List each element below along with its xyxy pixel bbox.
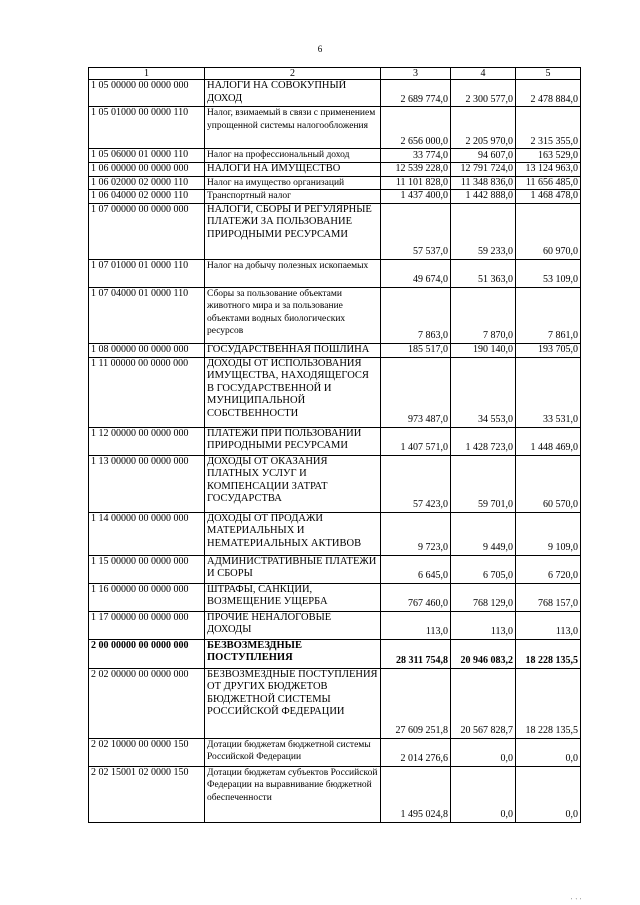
row-code: 1 12 00000 00 0000 000 bbox=[89, 427, 205, 455]
row-value-col5: 13 124 963,0 bbox=[516, 163, 581, 177]
table-row bbox=[89, 287, 581, 343]
table-row bbox=[89, 766, 581, 822]
row-value-col3: 1 495 024,8 bbox=[381, 766, 451, 822]
table-row bbox=[89, 455, 581, 512]
row-name: ДОХОДЫ ОТ ИСПОЛЬЗОВАНИЯ ИМУЩЕСТВА, НАХОДЯЩЕГОСЯ В ГОСУДАРСТВЕННОЙ И МУНИЦИПАЛЬНОЙ СОБСТВЕННОСТИ bbox=[205, 357, 381, 427]
row-value-col4: 7 870,0 bbox=[451, 287, 516, 343]
column-header: 4 bbox=[451, 68, 516, 80]
row-value-col4: 20 567 828,7 bbox=[451, 668, 516, 738]
row-value-col4: 12 791 724,0 bbox=[451, 163, 516, 177]
row-code: 1 11 00000 00 0000 000 bbox=[89, 357, 205, 427]
row-code: 1 05 00000 00 0000 000 bbox=[89, 80, 205, 107]
table-header-row bbox=[89, 68, 581, 80]
table-row bbox=[89, 427, 581, 455]
row-code: 2 02 15001 02 0000 150 bbox=[89, 766, 205, 822]
table-row bbox=[89, 639, 581, 668]
row-name: ГОСУДАРСТВЕННАЯ ПОШЛИНА bbox=[205, 343, 381, 357]
row-value-col5: 113,0 bbox=[516, 611, 581, 639]
row-code: 1 07 01000 01 0000 110 bbox=[89, 259, 205, 287]
row-value-col4: 20 946 083,2 bbox=[451, 639, 516, 668]
row-value-col4: 51 363,0 bbox=[451, 259, 516, 287]
row-name: ПЛАТЕЖИ ПРИ ПОЛЬЗОВАНИИ ПРИРОДНЫМИ РЕСУРСАМИ bbox=[205, 427, 381, 455]
row-code: 1 17 00000 00 0000 000 bbox=[89, 611, 205, 639]
row-name: Дотации бюджетам бюджетной системы Российской Федерации bbox=[205, 738, 381, 766]
table-row bbox=[89, 190, 581, 204]
row-value-col4: 9 449,0 bbox=[451, 512, 516, 555]
row-name: Налог, взимаемый в связи с применением упрощенной системы налогообложения bbox=[205, 107, 381, 149]
row-value-col5: 2 315 355,0 bbox=[516, 107, 581, 149]
row-value-col3: 973 487,0 bbox=[381, 357, 451, 427]
row-value-col4: 1 428 723,0 bbox=[451, 427, 516, 455]
row-code: 1 06 04000 02 0000 110 bbox=[89, 190, 205, 204]
table-row bbox=[89, 149, 581, 163]
row-value-col4: 6 705,0 bbox=[451, 555, 516, 583]
table-row bbox=[89, 343, 581, 357]
row-value-col3: 2 014 276,6 bbox=[381, 738, 451, 766]
row-code: 1 06 02000 02 0000 110 bbox=[89, 176, 205, 190]
row-value-col3: 57 423,0 bbox=[381, 455, 451, 512]
table-row bbox=[89, 80, 581, 107]
row-name: НАЛОГИ НА ИМУЩЕСТВО bbox=[205, 163, 381, 177]
row-name: Налог на профессиональный доход bbox=[205, 149, 381, 163]
row-value-col5: 18 228 135,5 bbox=[516, 639, 581, 668]
row-value-col4: 59 233,0 bbox=[451, 203, 516, 259]
row-code: 2 02 10000 00 0000 150 bbox=[89, 738, 205, 766]
row-value-col5: 60 570,0 bbox=[516, 455, 581, 512]
row-value-col4: 190 140,0 bbox=[451, 343, 516, 357]
row-value-col4: 59 701,0 bbox=[451, 455, 516, 512]
table-row bbox=[89, 357, 581, 427]
table-row bbox=[89, 176, 581, 190]
row-code: 1 07 04000 01 0000 110 bbox=[89, 287, 205, 343]
row-value-col4: 11 348 836,0 bbox=[451, 176, 516, 190]
row-value-col5: 193 705,0 bbox=[516, 343, 581, 357]
table-row bbox=[89, 555, 581, 583]
row-name: ДОХОДЫ ОТ ОКАЗАНИЯ ПЛАТНЫХ УСЛУГ И КОМПЕНСАЦИИ ЗАТРАТ ГОСУДАРСТВА bbox=[205, 455, 381, 512]
row-code: 1 14 00000 00 0000 000 bbox=[89, 512, 205, 555]
table-row bbox=[89, 668, 581, 738]
row-value-col3: 12 539 228,0 bbox=[381, 163, 451, 177]
row-value-col5: 9 109,0 bbox=[516, 512, 581, 555]
row-value-col3: 27 609 251,8 bbox=[381, 668, 451, 738]
row-name: НАЛОГИ НА СОВОКУПНЫЙ ДОХОД bbox=[205, 80, 381, 107]
row-value-col5: 6 720,0 bbox=[516, 555, 581, 583]
table-row bbox=[89, 738, 581, 766]
row-value-col4: 1 442 888,0 bbox=[451, 190, 516, 204]
row-value-col5: 53 109,0 bbox=[516, 259, 581, 287]
row-value-col3: 767 460,0 bbox=[381, 583, 451, 611]
budget-revenue-table bbox=[88, 67, 581, 823]
row-value-col3: 7 863,0 bbox=[381, 287, 451, 343]
row-value-col5: 1 468 478,0 bbox=[516, 190, 581, 204]
row-value-col5: 18 228 135,5 bbox=[516, 668, 581, 738]
row-value-col3: 49 674,0 bbox=[381, 259, 451, 287]
row-value-col4: 2 300 577,0 bbox=[451, 80, 516, 107]
row-value-col3: 2 689 774,0 bbox=[381, 80, 451, 107]
row-value-col5: 0,0 bbox=[516, 766, 581, 822]
column-header: 5 bbox=[516, 68, 581, 80]
row-value-col4: 2 205 970,0 bbox=[451, 107, 516, 149]
row-code: 1 05 01000 00 0000 110 bbox=[89, 107, 205, 149]
table-row bbox=[89, 259, 581, 287]
table-row bbox=[89, 512, 581, 555]
row-value-col3: 33 774,0 bbox=[381, 149, 451, 163]
row-name: Дотации бюджетам субъектов Российской Федерации на выравнивание бюджетной обеспеченности bbox=[205, 766, 381, 822]
table-row bbox=[89, 107, 581, 149]
table-row bbox=[89, 583, 581, 611]
row-value-col3: 1 407 571,0 bbox=[381, 427, 451, 455]
page-number: 6 bbox=[317, 44, 323, 54]
row-name: ПРОЧИЕ НЕНАЛОГОВЫЕ ДОХОДЫ bbox=[205, 611, 381, 639]
row-value-col4: 113,0 bbox=[451, 611, 516, 639]
row-value-col3: 28 311 754,8 bbox=[381, 639, 451, 668]
row-value-col5: 2 478 884,0 bbox=[516, 80, 581, 107]
row-value-col3: 113,0 bbox=[381, 611, 451, 639]
row-name: ДОХОДЫ ОТ ПРОДАЖИ МАТЕРИАЛЬНЫХ И НЕМАТЕРИАЛЬНЫХ АКТИВОВ bbox=[205, 512, 381, 555]
column-header: 2 bbox=[205, 68, 381, 80]
row-value-col4: 34 553,0 bbox=[451, 357, 516, 427]
row-value-col4: 768 129,0 bbox=[451, 583, 516, 611]
row-name: БЕЗВОЗМЕЗДНЫЕ ПОСТУПЛЕНИЯ bbox=[205, 639, 381, 668]
row-name: Сборы за пользование объектами животного мира и за пользование объектами водных биологических ресурсов bbox=[205, 287, 381, 343]
row-name: АДМИНИСТРАТИВНЫЕ ПЛАТЕЖИ И СБОРЫ bbox=[205, 555, 381, 583]
row-name: Налог на имущество организаций bbox=[205, 176, 381, 190]
row-value-col3: 185 517,0 bbox=[381, 343, 451, 357]
table-row bbox=[89, 611, 581, 639]
row-value-col5: 11 656 485,0 bbox=[516, 176, 581, 190]
row-code: 1 16 00000 00 0000 000 bbox=[89, 583, 205, 611]
row-name: Налог на добычу полезных ископаемых bbox=[205, 259, 381, 287]
row-value-col3: 57 537,0 bbox=[381, 203, 451, 259]
row-value-col5: 7 861,0 bbox=[516, 287, 581, 343]
row-code: 2 00 00000 00 0000 000 bbox=[89, 639, 205, 668]
row-code: 1 05 06000 01 0000 110 bbox=[89, 149, 205, 163]
row-code: 1 13 00000 00 0000 000 bbox=[89, 455, 205, 512]
row-value-col5: 163 529,0 bbox=[516, 149, 581, 163]
row-name: ШТРАФЫ, САНКЦИИ, ВОЗМЕЩЕНИЕ УЩЕРБА bbox=[205, 583, 381, 611]
row-value-col4: 0,0 bbox=[451, 738, 516, 766]
row-value-col3: 9 723,0 bbox=[381, 512, 451, 555]
row-code: 1 15 00000 00 0000 000 bbox=[89, 555, 205, 583]
table-row bbox=[89, 163, 581, 177]
row-value-col3: 1 437 400,0 bbox=[381, 190, 451, 204]
row-name: Транспортный налог bbox=[205, 190, 381, 204]
row-value-col3: 11 101 828,0 bbox=[381, 176, 451, 190]
column-header: 3 bbox=[381, 68, 451, 80]
row-value-col5: 1 448 469,0 bbox=[516, 427, 581, 455]
row-value-col5: 768 157,0 bbox=[516, 583, 581, 611]
row-name: БЕЗВОЗМЕЗДНЫЕ ПОСТУПЛЕНИЯ ОТ ДРУГИХ БЮДЖЕТОВ БЮДЖЕТНОЙ СИСТЕМЫ РОССИЙСКОЙ ФЕДЕРАЦИИ bbox=[205, 668, 381, 738]
row-name: НАЛОГИ, СБОРЫ И РЕГУЛЯРНЫЕ ПЛАТЕЖИ ЗА ПОЛЬЗОВАНИЕ ПРИРОДНЫМИ РЕСУРСАМИ bbox=[205, 203, 381, 259]
row-value-col3: 2 656 000,0 bbox=[381, 107, 451, 149]
row-value-col5: 33 531,0 bbox=[516, 357, 581, 427]
row-code: 1 06 00000 00 0000 000 bbox=[89, 163, 205, 177]
column-header: 1 bbox=[89, 68, 205, 80]
row-value-col3: 6 645,0 bbox=[381, 555, 451, 583]
row-value-col5: 60 970,0 bbox=[516, 203, 581, 259]
row-code: 1 08 00000 00 0000 000 bbox=[89, 343, 205, 357]
row-code: 2 02 00000 00 0000 000 bbox=[89, 668, 205, 738]
row-value-col5: 0,0 bbox=[516, 738, 581, 766]
table-row bbox=[89, 203, 581, 259]
scan-corner-mark: ' ' ' bbox=[571, 898, 583, 904]
row-code: 1 07 00000 00 0000 000 bbox=[89, 203, 205, 259]
row-value-col4: 94 607,0 bbox=[451, 149, 516, 163]
row-value-col4: 0,0 bbox=[451, 766, 516, 822]
